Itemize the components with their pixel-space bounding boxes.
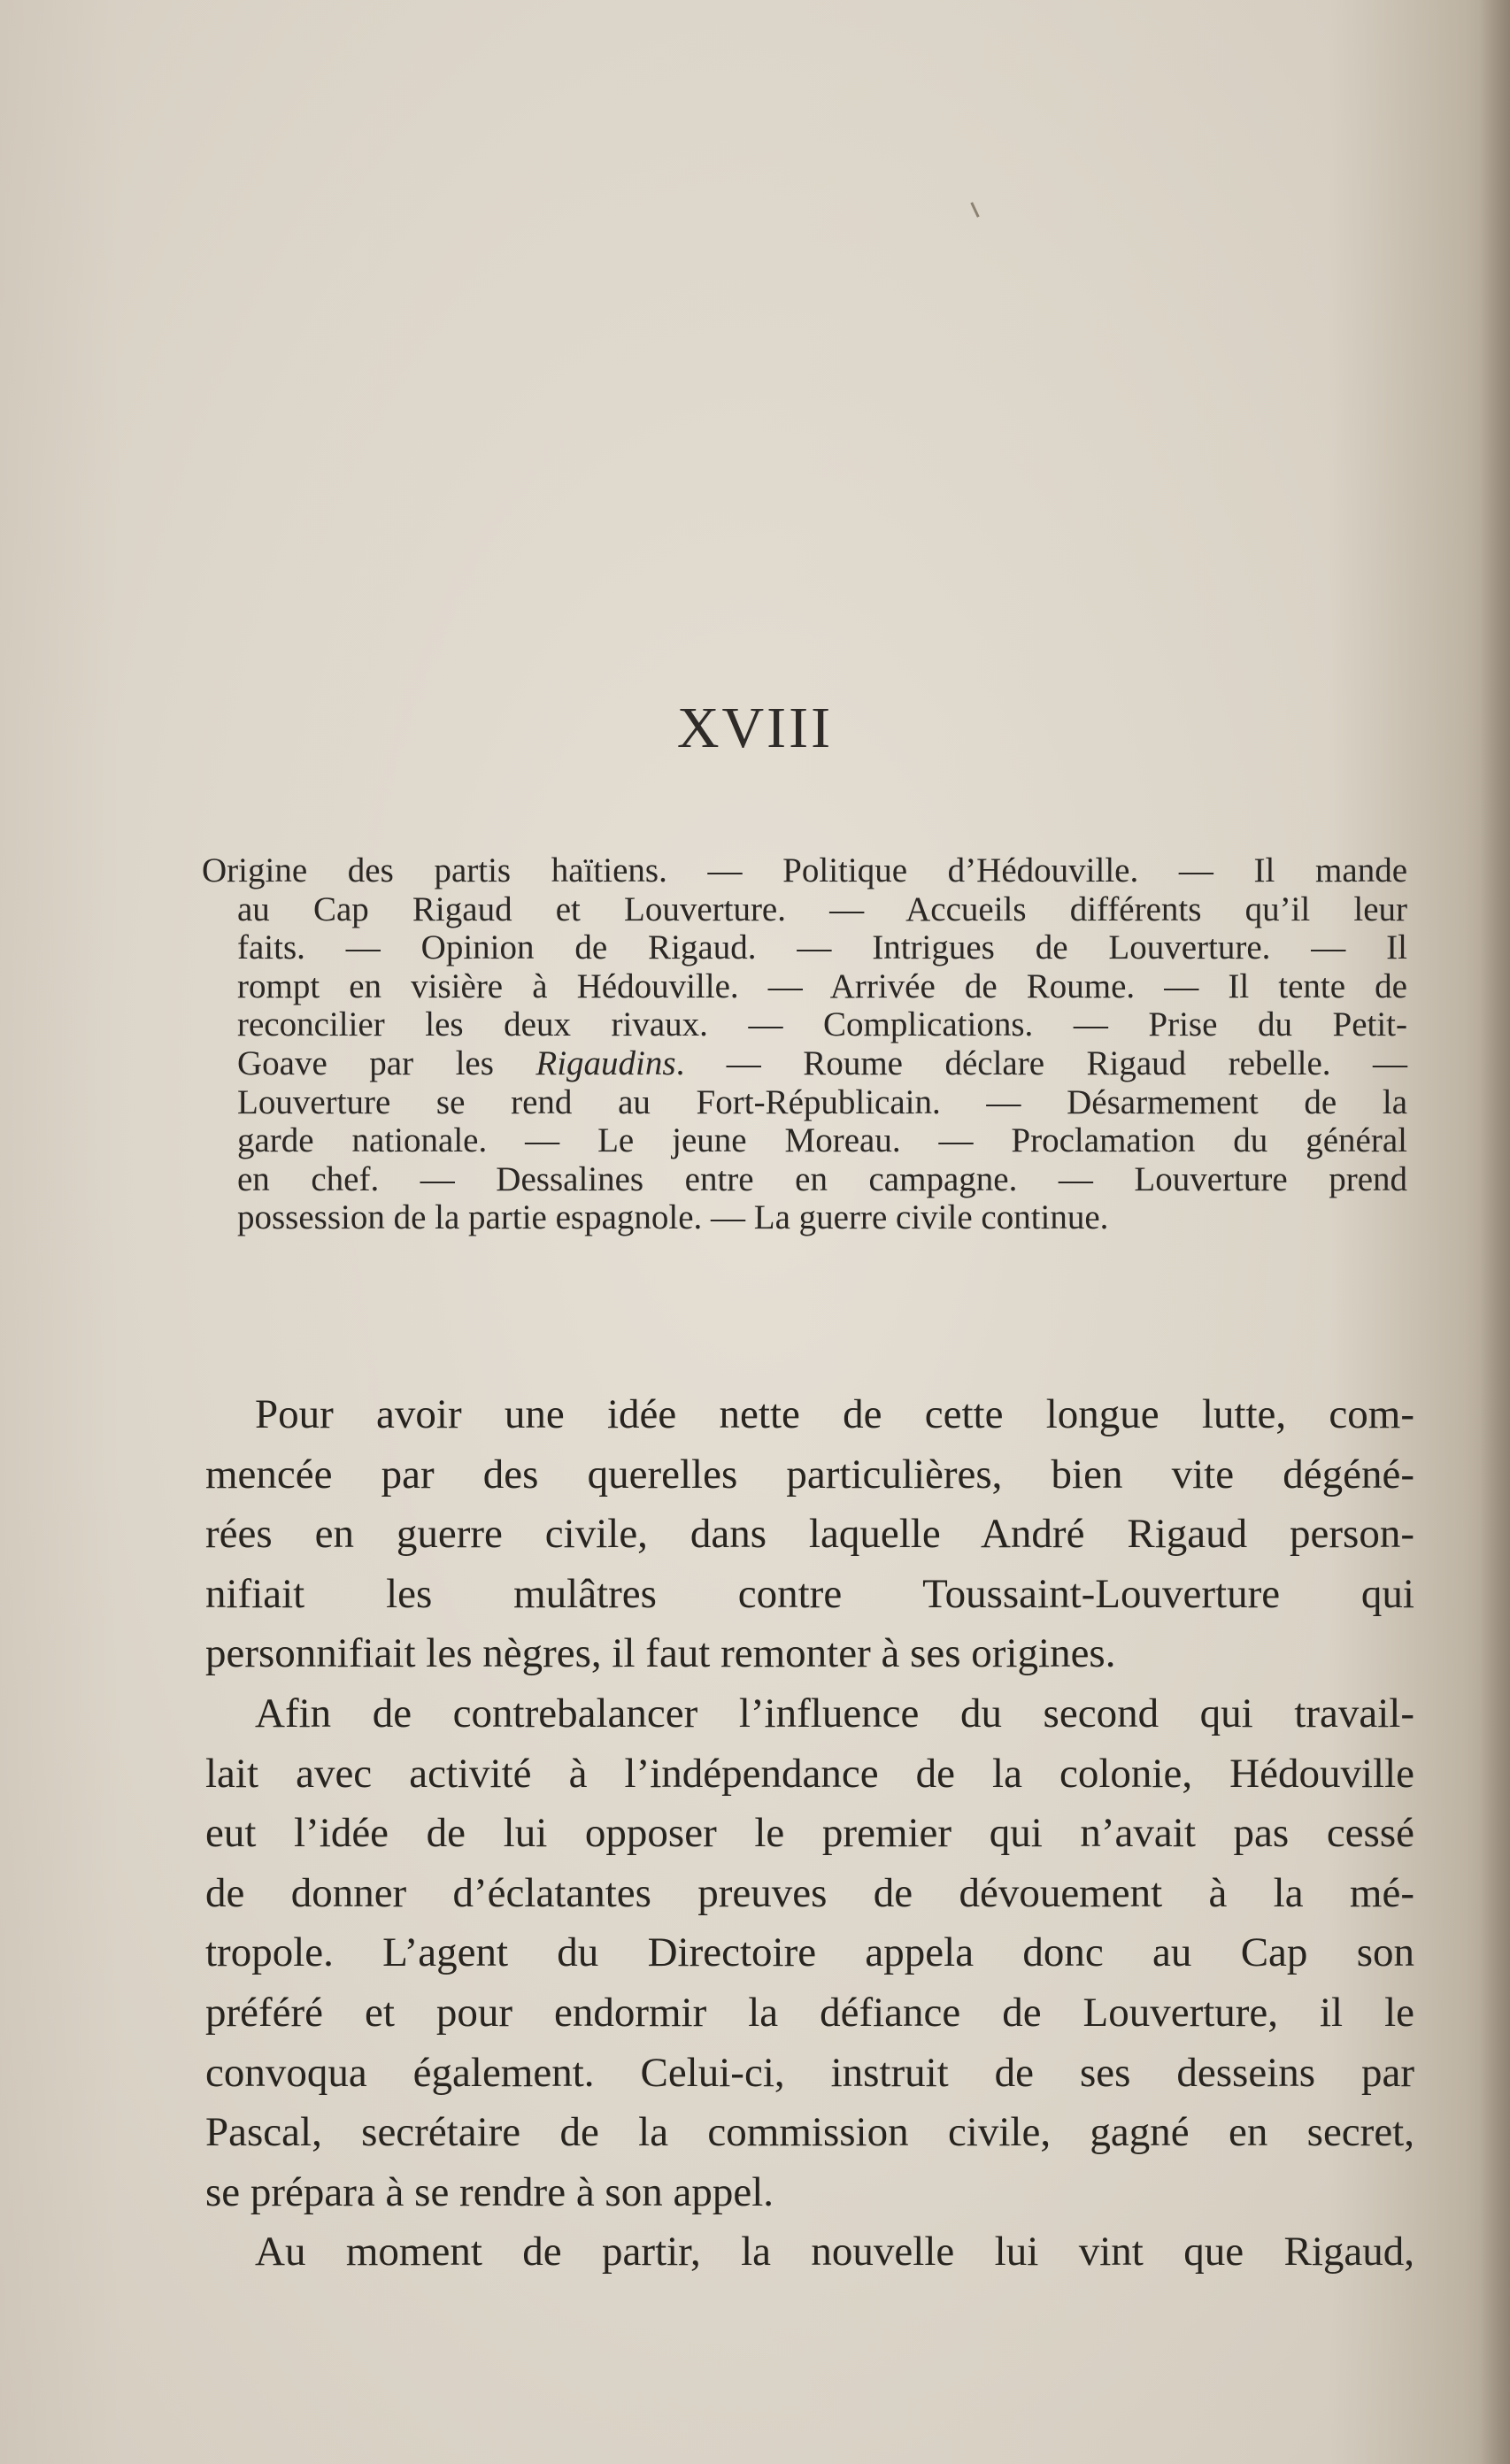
body-line: Afin de contrebalancer l’influence du second qui travail- (255, 1690, 1414, 1736)
body-line: personnifiait les nègres, il faut remonter à ses origines. (205, 1630, 1116, 1677)
summary-line: garde nationale. — Le jeune Moreau. — Proclamation du général (237, 1121, 1407, 1160)
body-line: Au moment de partir, la nouvelle lui vint que Rigaud, (255, 2229, 1414, 2275)
body-line: de donner d’éclatantes preuves de dévouement à la mé- (205, 1869, 1414, 1916)
body-line: rées en guerre civile, dans laquelle André Rigaud person- (205, 1511, 1414, 1558)
body-line: préféré et pour endormir la défiance de Louverture, il le (205, 1989, 1414, 2036)
summary-line: Louverture se rend au Fort-Républicain. — Désarmement de la (237, 1082, 1407, 1121)
summary-line: faits. — Opinion de Rigaud. — Intrigues de Louverture. — Il (237, 928, 1407, 967)
body-line: eut l’idée de lui opposer le premier qui n’avait pas cessé (205, 1810, 1414, 1857)
body-line: lait avec activité à l’indépendance de la colonie, Hédouville (205, 1750, 1414, 1797)
page-edge-shadow (1480, 0, 1510, 2464)
body-line: nifiait les mulâtres contre Toussaint-Louverture qui (205, 1570, 1414, 1617)
summary-line: possession de la partie espagnole. — La guerre civile continue. (237, 1198, 1109, 1237)
summary-line-part: Goave par les (237, 1043, 536, 1082)
chapter-summary (202, 851, 1407, 1237)
summary-line: Origine des partis haïtiens. — Politique d’Hédouville. — Il mande (202, 851, 1407, 889)
summary-line-part: . — Roume déclare Rigaud rebelle. — (675, 1043, 1407, 1082)
body-line: Pour avoir une idée nette de cette longue lutte, com- (255, 1391, 1414, 1437)
body-line: convoqua également. Celui-ci, instruit de ses desseins par (205, 2049, 1414, 2096)
summary-line: reconcilier les deux rivaux. — Complications. — Prise du Petit- (237, 1005, 1407, 1044)
body-line: se prépara à se rendre à son appel. (205, 2168, 774, 2215)
summary-line: en chef. — Dessalines entre en campagne. — Louverture prend (237, 1159, 1407, 1198)
summary-italic-term: Rigaudins (535, 1043, 676, 1082)
body-text (205, 1385, 1414, 2283)
body-line: tropole. L’agent du Directoire appela donc au Cap son (205, 1929, 1414, 1976)
body-line: Pascal, secrétaire de la commission civile, gagné en secret, (205, 2109, 1414, 2156)
body-line: mencée par des querelles particulières, bien vite dégéné- (205, 1451, 1414, 1498)
summary-line (202, 1044, 1407, 1083)
summary-line: au Cap Rigaud et Louverture. — Accueils différents qu’il leur (237, 889, 1407, 928)
chapter-number: XVIII (676, 696, 834, 760)
stray-mark (970, 202, 979, 218)
summary-line: rompt en visière à Hédouville. — Arrivée de Roume. — Il tente de (237, 966, 1407, 1005)
